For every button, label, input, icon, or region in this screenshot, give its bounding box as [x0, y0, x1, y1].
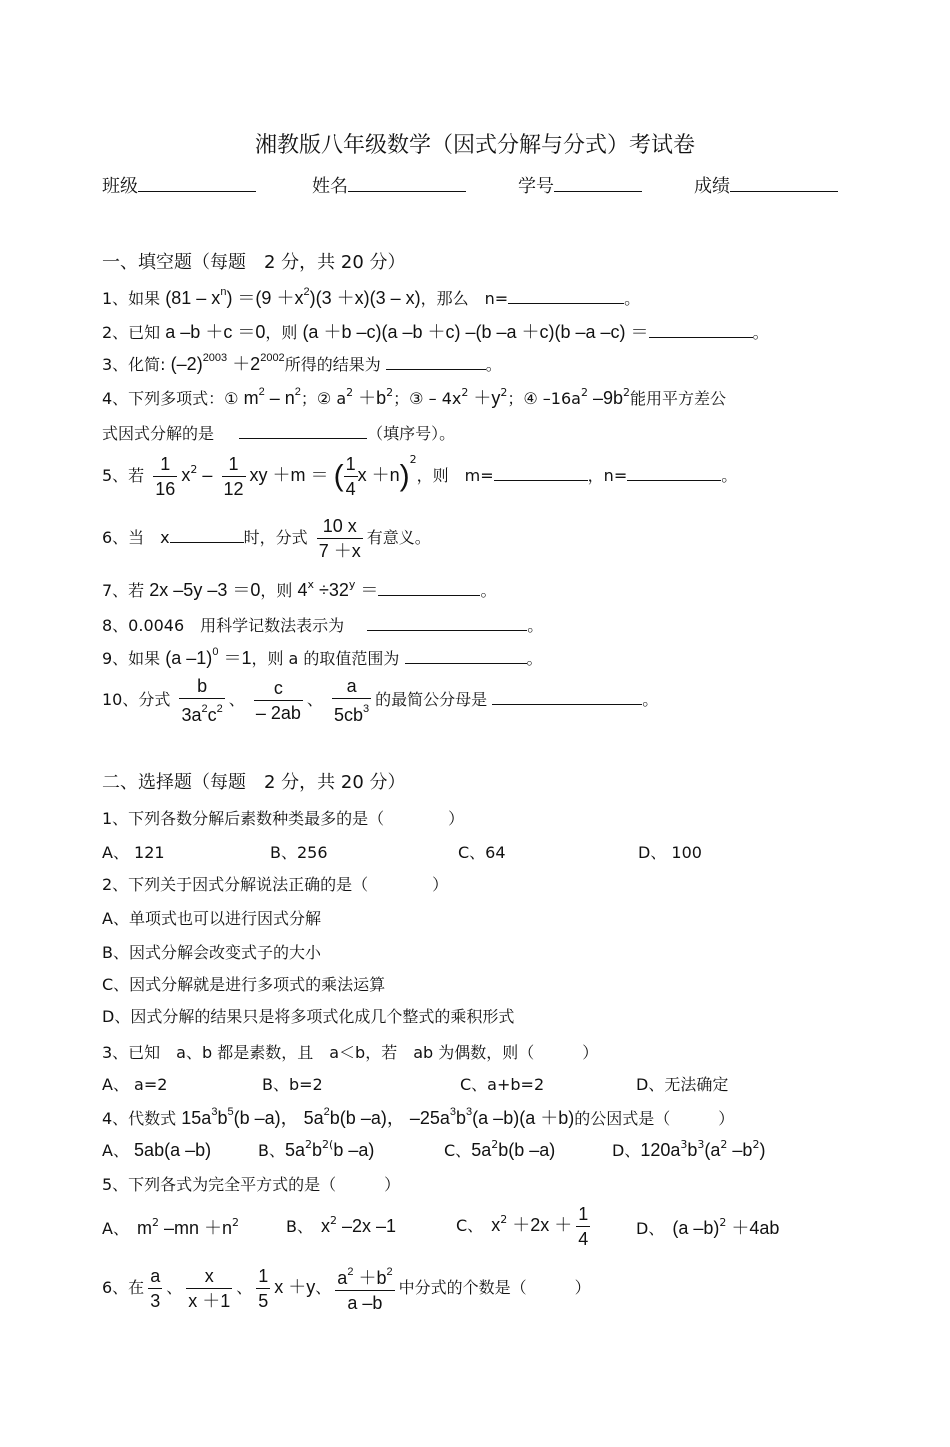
- option-b[interactable]: B、b=2: [262, 1075, 323, 1094]
- math-expr: a –b ＋c ＝0: [165, 322, 266, 342]
- math-expr: $15a^3b^5(b$ –a)， $5a^2b(b$ –a)， $-25a^3b^3(a$ –b)(a ＋b): [181, 1106, 575, 1128]
- q-prefix: 3、化简:: [102, 355, 166, 374]
- fraction: $\frac{1}{5}$: [258, 1266, 269, 1311]
- option-c[interactable]: C、64: [458, 843, 506, 862]
- section2-heading: 二、选择题（每题 2 分，共 20 分）: [102, 772, 406, 793]
- q-text: 中分式的个数是（ ）: [398, 1278, 591, 1297]
- choice-question-2: 2、下列关于因式分解说法正确的是（ ）: [102, 875, 449, 894]
- q-prefix: 5、若: [102, 466, 145, 485]
- score-blank[interactable]: [730, 173, 838, 192]
- q-end: 。: [752, 323, 769, 342]
- option-a[interactable]: A、单项式也可以进行因式分解: [102, 909, 321, 928]
- q-end: 。: [527, 616, 544, 635]
- item-2: ；② a: [300, 389, 347, 408]
- q-end: （填序号）。: [367, 424, 456, 443]
- q-prefix: 6、在: [102, 1278, 145, 1297]
- option-d[interactable]: D、 100: [638, 843, 702, 862]
- student-id-label: 学号: [518, 176, 554, 197]
- q-prefix: 4、下列多项式：①: [102, 389, 239, 408]
- fill-question-2: [102, 318, 769, 344]
- page-title: 湘教版八年级数学（因式分解与分式）考试卷: [254, 133, 695, 158]
- choice-question-5: 5、下列各式为完全平方式的是（ ）: [102, 1175, 401, 1194]
- score-label: 成绩: [694, 176, 730, 197]
- q-end: 有意义。: [366, 528, 431, 547]
- option-c[interactable]: C、a+b=2: [460, 1075, 545, 1094]
- fraction: $\frac{1}{4}$: [578, 1204, 589, 1249]
- name-field[interactable]: [312, 172, 466, 198]
- student-id-blank[interactable]: [554, 173, 642, 192]
- choice-question-4: [102, 1104, 734, 1130]
- q-prefix: 6、当 x: [102, 528, 170, 547]
- fraction: $\frac{10 x}{7 +x}$: [318, 516, 361, 561]
- q-text: 式因式分解的是: [102, 424, 215, 443]
- option-d[interactable]: D、无法确定: [636, 1075, 729, 1094]
- option-b[interactable]: B、 $x^2$ –2x –1: [286, 1213, 397, 1236]
- choice-question-6: 6、在 $\frac{a}{3}$ 、 $\frac{x}{x +1}$ 、 $\frac{1}{5}$ x ＋y、 $\frac{a^2 +b^2}{a -b}$ 中分式的个数是（ ）: [102, 1262, 591, 1315]
- option-a[interactable]: A、 a=2: [102, 1075, 168, 1094]
- q-text: ，则: [260, 581, 293, 600]
- fraction: $\frac{1}{12}$: [223, 454, 244, 499]
- option-a[interactable]: A、 $m^2$ $-mn +n^2$: [102, 1215, 239, 1238]
- answer-blank-m[interactable]: [494, 462, 588, 481]
- fraction: $\frac{x}{x +1}$: [188, 1266, 231, 1311]
- q-text: ，则 a 的取值范围为: [251, 649, 400, 668]
- q-end: 。: [526, 649, 543, 668]
- fraction: $\frac{b}{3a^2c^2}$: [181, 676, 223, 725]
- q-prefix: 10、分式: [102, 690, 171, 709]
- option-c[interactable]: C、因式分解就是进行多项式的乘法运算: [102, 975, 386, 994]
- fraction: $\frac{c}{- 2ab}$: [255, 678, 301, 723]
- class-label: 班级: [102, 176, 138, 197]
- q-end: 。: [721, 466, 738, 485]
- q-text: ，则: [265, 323, 298, 342]
- q-end: 。: [624, 289, 641, 308]
- math-expr: (a ＋b –c)(a –b ＋c) –(b –a ＋c)(b –a –c) ＝: [302, 322, 649, 342]
- answer-blank[interactable]: [170, 524, 244, 543]
- score-field[interactable]: [694, 172, 838, 198]
- fill-question-4-line2: [102, 420, 455, 444]
- fill-question-8: [102, 612, 543, 636]
- q-text: ，则 m=: [416, 466, 494, 485]
- name-blank[interactable]: [348, 173, 466, 192]
- q-end: 。: [485, 355, 502, 374]
- math-expr: 2x –5y –3 ＝0: [149, 580, 261, 600]
- math-expr: (a –1)$^0$ ＝1: [165, 646, 252, 668]
- item-4: ；④ –16a: [507, 389, 581, 408]
- option-b[interactable]: B、$5a^2b^{2(}b$ –a): [258, 1137, 375, 1160]
- q-end: 。: [642, 690, 659, 709]
- option-a[interactable]: A、 5ab(a –b): [102, 1140, 212, 1160]
- q-prefix: 9、如果: [102, 649, 161, 668]
- fill-question-7: 7、若 2x –5y –3 ＝0，则 $4^x \div 32^y$ ＝ 。: [102, 577, 497, 600]
- option-d[interactable]: D、因式分解的结果只是将多项式化成几个整式的乘积形式: [102, 1007, 515, 1026]
- fill-question-5: 5、若 $\frac{1}{16}$ $x^2$ – $\frac{1}{12}$ xy ＋m ＝ ( $\frac{1}{4}$ x ＋n)$^2$，则 m= ，n= 。: [102, 452, 738, 499]
- option-b[interactable]: B、因式分解会改变式子的大小: [102, 943, 321, 962]
- answer-blank[interactable]: [367, 612, 527, 631]
- name-label: 姓名: [312, 176, 348, 197]
- q-text: 能用平方差公: [630, 389, 727, 408]
- q-text: ，n=: [587, 466, 628, 485]
- q-text: 所得的结果为: [284, 355, 381, 374]
- choice-question-3: 3、已知 a、b 都是素数，且 a＜b，若 ab 为偶数，则（ ）: [102, 1043, 599, 1062]
- answer-blank[interactable]: [405, 645, 527, 664]
- class-field[interactable]: [102, 172, 256, 198]
- math-expr: $m^2 - n^2$: [243, 386, 301, 408]
- fill-question-10: 10、分式 $\frac{b}{3a^2c^2}$ 、 $\frac{c}{- 2ab}$ 、 $\frac{a}{5cb^3}$ 的最简公分母是 。: [102, 676, 659, 725]
- answer-blank[interactable]: [492, 686, 642, 705]
- class-blank[interactable]: [138, 173, 256, 192]
- fraction: $\frac{1}{4}$: [345, 454, 356, 499]
- q-prefix: 4、代数式: [102, 1109, 177, 1128]
- option-d[interactable]: D、$120a^3b^3(a^2$ $-b^2$): [612, 1137, 766, 1160]
- q-text: 的最简公分母是: [375, 690, 488, 709]
- fraction: $\frac{a^2 +b^2}{a -b}$: [337, 1266, 393, 1313]
- option-c[interactable]: C、 $x^2 +2x$ ＋ $\frac{1}{4}$: [456, 1204, 589, 1249]
- fill-question-3: [102, 350, 502, 376]
- answer-blank-n[interactable]: [627, 462, 721, 481]
- fill-question-6: [102, 514, 431, 563]
- answer-blank[interactable]: [239, 420, 367, 439]
- q-text: ，那么 n=: [420, 289, 509, 308]
- math-expr: $(-2)^{2003} +2^{2002}$: [170, 352, 285, 374]
- option-a[interactable]: A、 121: [102, 843, 165, 862]
- answer-blank[interactable]: [508, 285, 624, 304]
- q-prefix: 2、已知: [102, 323, 161, 342]
- fraction: $\frac{a}{5cb^3}$: [334, 676, 370, 725]
- choice-question-1: 1、下列各数分解后素数种类最多的是（ ）: [102, 809, 465, 828]
- fill-question-4-line1: 4、下列多项式：① $m^2 - n^2$；② $a^2 +b^2$；③ – $4x^2 +y^2$；④ $-16a^2$ $-9b^2$能用平方差公: [102, 385, 727, 408]
- fill-question-9: [102, 644, 543, 670]
- option-d[interactable]: D、 (a –b)$^2$ ＋4ab: [636, 1215, 780, 1238]
- item-3: ；③ – 4x: [393, 389, 462, 408]
- option-c[interactable]: C、$5a^2b(b$ –a): [444, 1137, 556, 1160]
- answer-blank[interactable]: [378, 577, 480, 596]
- q-prefix: 7、若: [102, 581, 145, 600]
- q-text: 的公因式是（ ）: [574, 1109, 735, 1128]
- answer-blank[interactable]: [649, 319, 753, 338]
- student-id-field[interactable]: [518, 172, 642, 198]
- q-prefix: 1、如果: [102, 289, 161, 308]
- option-b[interactable]: B、256: [270, 843, 328, 862]
- fraction: $\frac{1}{16}$: [155, 454, 176, 499]
- q-end: 。: [480, 581, 497, 600]
- fill-question-1: [102, 284, 640, 310]
- q-text: 时，分式: [243, 528, 308, 547]
- section1-heading: 一、填空题（每题 2 分，共 20 分）: [102, 252, 406, 273]
- answer-blank[interactable]: [386, 351, 486, 370]
- q-text: 8、0.0046 用科学记数法表示为: [102, 616, 345, 635]
- math-expr: $(81 - x^n) =(9 +x^2)(3 +x)(3 - x)$: [165, 286, 421, 308]
- fraction: $\frac{a}{3}$: [150, 1266, 161, 1311]
